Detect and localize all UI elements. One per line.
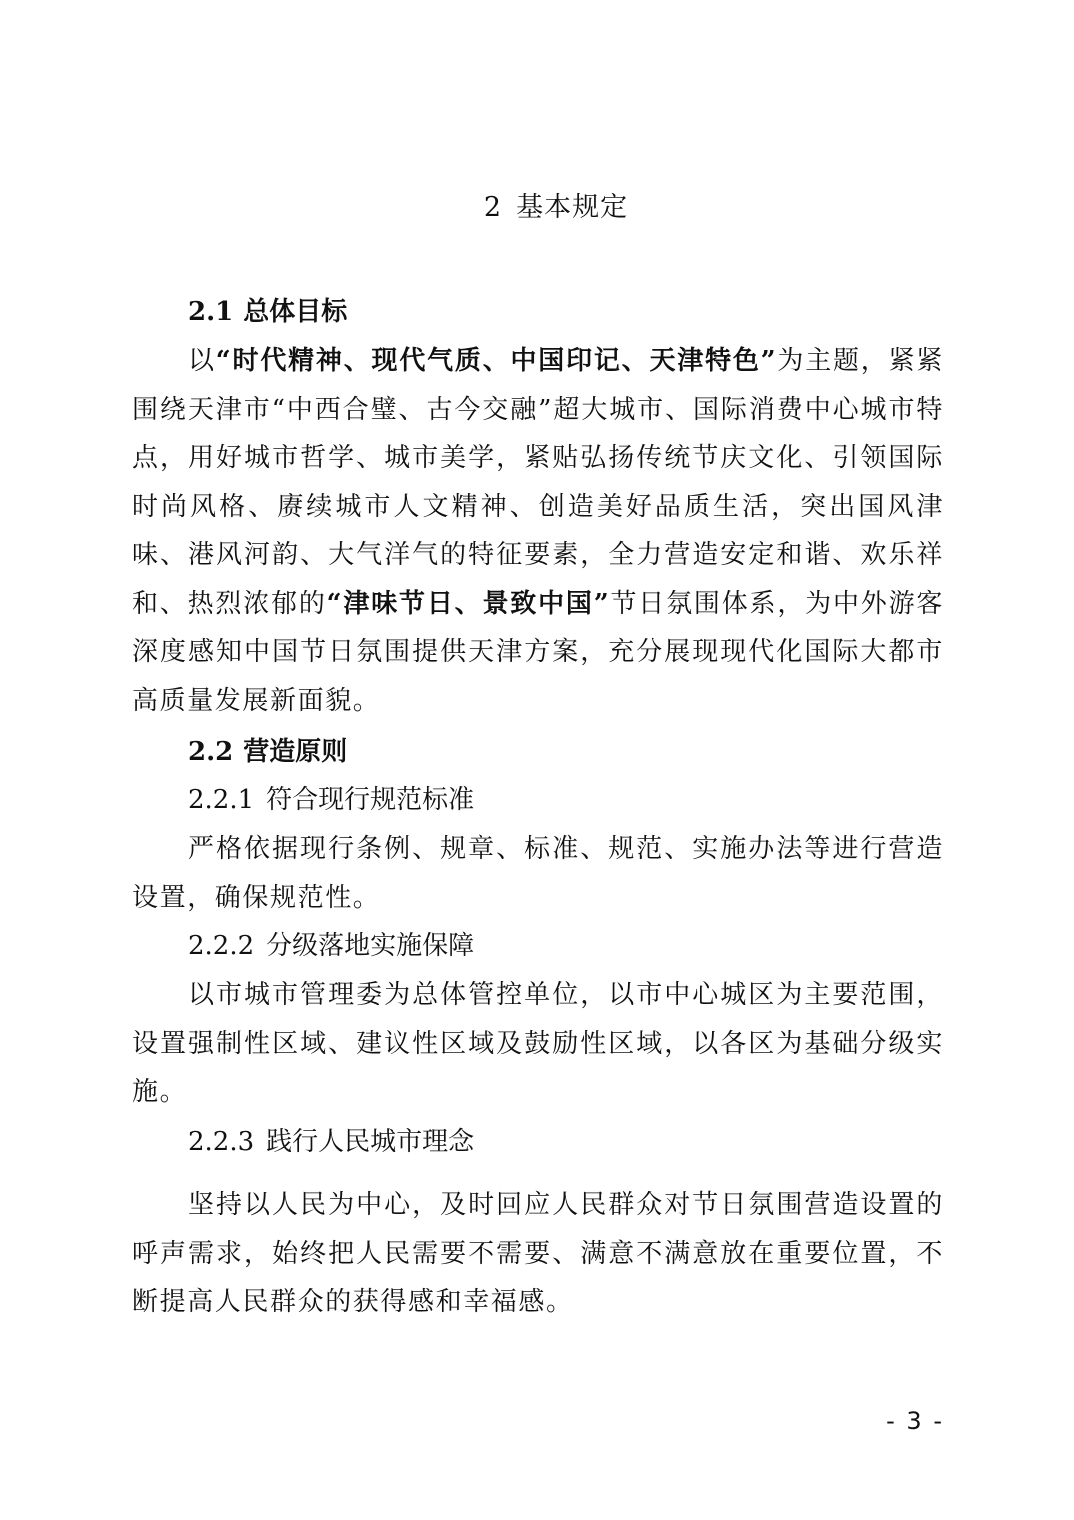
paragraph-text: 严格依据现行条例、规章、标准、规范、实施办法等进行营造设置，确保规范性。: [132, 834, 944, 913]
paragraph-hierarchical-implementation: [132, 971, 944, 1117]
subsection-number: 2.2.3: [188, 1127, 255, 1157]
subsection-heading-2-2-3: [188, 1122, 474, 1162]
subsection-heading-2-2-2: [188, 926, 474, 966]
chapter-title: [0, 188, 1074, 228]
paragraph-text: 以市城市管理委为总体管控单位，以市中心城区为主要范围，设置强制性区域、建议性区域及鼓励性区域，以各区为基础分级实施。: [132, 980, 944, 1107]
section-heading-2-1: [188, 292, 347, 332]
subsection-number: 2.2.2: [188, 931, 255, 961]
subsection-title: 分级落地实施保障: [266, 931, 475, 961]
section-title: 总体目标: [243, 297, 348, 327]
paragraph-text: 节日氛围体系，为中外游客深度感知中国节日氛围提供天津方案，充分展现现代化国际大都市高质量发展新面貌。: [132, 588, 944, 716]
chapter-number: 2: [483, 192, 503, 223]
paragraph-text: 坚持以人民为中心，及时回应人民群众对节日氛围营造设置的呼声需求，始终把人民需要不需要、满意不满意放在重要位置，不断提高人民群众的获得感和幸福感。: [132, 1190, 944, 1317]
subsection-title: 践行人民城市理念: [266, 1127, 475, 1157]
chapter-title-text: 基本规定: [516, 192, 629, 223]
section-heading-2-2: [188, 732, 347, 772]
subsection-title: 符合现行规范标准: [266, 785, 475, 815]
subsection-number: 2.2.1: [188, 785, 255, 815]
subsection-heading-2-2-1: [188, 780, 474, 820]
page-number: - 3 -: [886, 1407, 944, 1435]
section-number: 2.1: [188, 297, 234, 327]
paragraph-standards: [132, 825, 944, 922]
paragraph-text: 以: [188, 346, 216, 376]
paragraph-text: 为主题，紧紧围绕天津市“中西合璧、古今交融”超大城市、国际消费中心城市特点，用好城市哲学、城市美学，紧贴弘扬传统节庆文化、引领国际时尚风格、赓续城市人文精神、创造美好品质生活，突出国风津味、港风河韵、大气洋气的特征要素，全力营造安定和谐、欢乐祥和、热烈浓郁的: [132, 346, 944, 619]
paragraph-overall-goal: [132, 337, 944, 725]
section-title: 营造原则: [243, 737, 348, 767]
paragraph-people-city: [132, 1181, 944, 1327]
emphasis-slogan: “津味节日、景致中国”: [326, 588, 611, 619]
section-number: 2.2: [188, 737, 234, 767]
emphasis-theme: “时代精神、现代气质、中国印记、天津特色”: [215, 346, 778, 376]
